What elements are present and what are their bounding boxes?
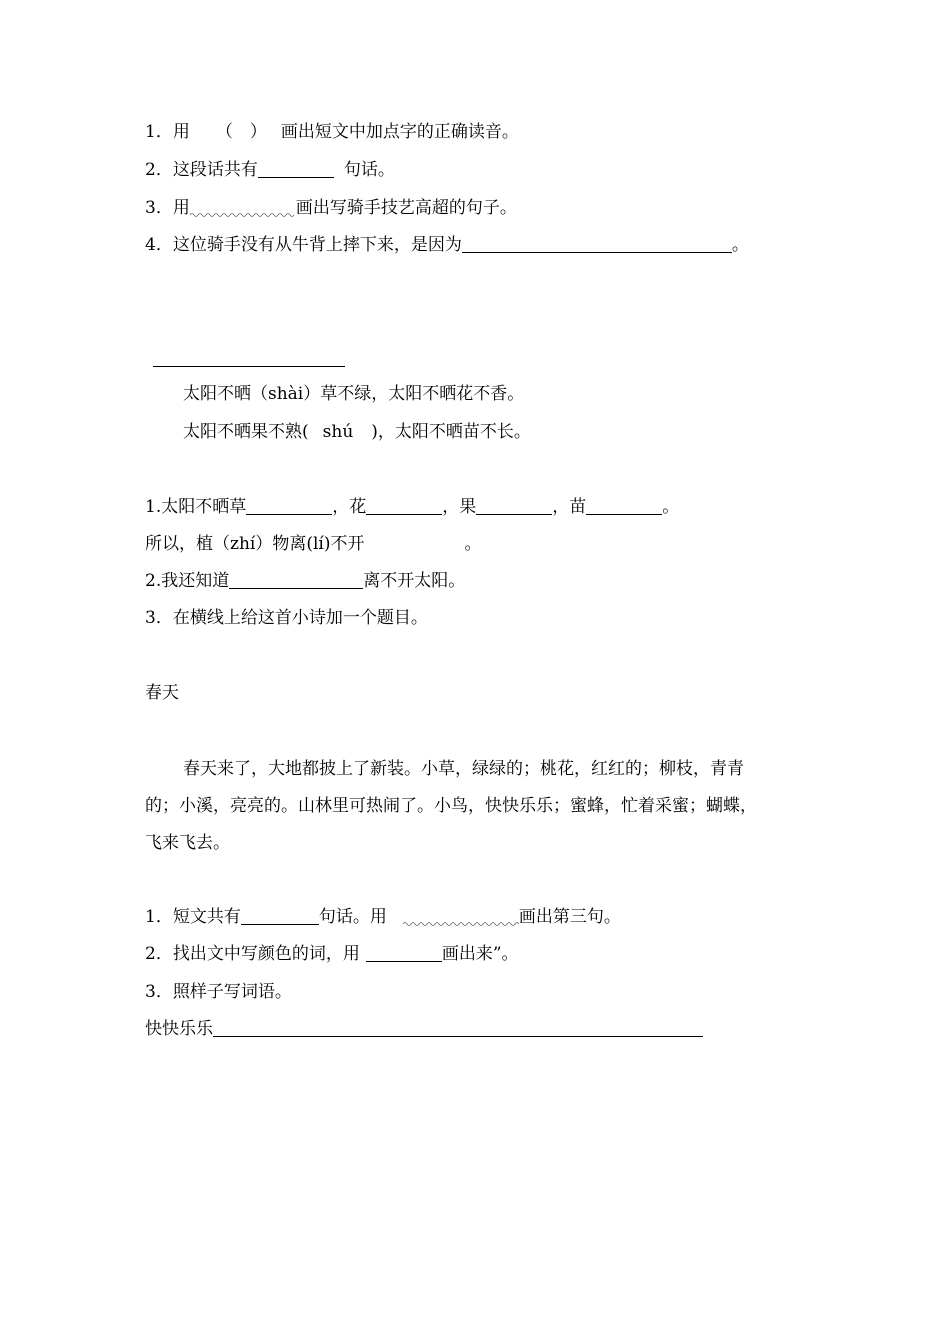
passage-title: 春天 (145, 683, 179, 703)
question-2-2: 2.我还知道 离不开太阳。 (145, 571, 466, 591)
answer-blank[interactable] (586, 497, 662, 515)
answer-blank[interactable] (462, 235, 732, 253)
question-1-1: 1．用 （ ） 画出短文中加点字的正确读音。 (145, 122, 519, 142)
question-3-3: 3．照样子写词语。 (145, 982, 292, 1002)
question-1-2: 2．这段话共有 句话。 (145, 160, 395, 180)
answer-blank[interactable] (246, 497, 332, 515)
answer-blank[interactable] (476, 497, 552, 515)
answer-blank[interactable] (258, 160, 334, 178)
question-3-2: 2．找出文中写颜色的词，用 画出来”。 (145, 944, 519, 964)
poem-line-1: 太阳不晒（shài）草不绿，太阳不晒花不香。 (183, 384, 525, 404)
wavy-line-marker (190, 199, 296, 216)
answer-blank[interactable] (366, 944, 442, 962)
question-2-1-cont: 所以，植（zhí）物离(lí)不开 。 (145, 534, 482, 554)
answer-blank[interactable] (241, 907, 319, 925)
passage-line-2: 的；小溪，亮亮的。山林里可热闹了。小鸟，快快乐乐；蜜蜂，忙着采蜜；蝴蝶， (145, 796, 757, 816)
passage-line-3: 飞来飞去。 (145, 833, 230, 853)
passage-line-1: 春天来了，大地都披上了新装。小草，绿绿的；桃花，红红的；柳枝，青青 (183, 759, 744, 779)
wavy-line-marker (403, 908, 519, 925)
poem-title-blank[interactable] (153, 366, 345, 367)
question-2-1: 1.太阳不晒草 ，花 ，果 ，苗 。 (145, 497, 680, 517)
paren-blank: （ ） (215, 122, 267, 142)
question-3-1: 1．短文共有 句话。用 画出第三句。 (145, 907, 621, 927)
example-word-line: 快快乐乐 (145, 1017, 703, 1041)
answer-blank[interactable] (229, 571, 363, 589)
question-1-3: 3．用 画出写骑手技艺高超的句子。 (145, 198, 517, 218)
answer-blank[interactable] (366, 497, 442, 515)
question-1-4: 4．这位骑手没有从牛背上摔下来，是因为 。 (145, 235, 749, 255)
question-2-3: 3．在横线上给这首小诗加一个题目。 (145, 608, 428, 628)
answer-blank[interactable] (213, 1019, 703, 1037)
poem-line-2: 太阳不晒果不熟( shú )，太阳不晒苗不长。 (183, 422, 531, 442)
